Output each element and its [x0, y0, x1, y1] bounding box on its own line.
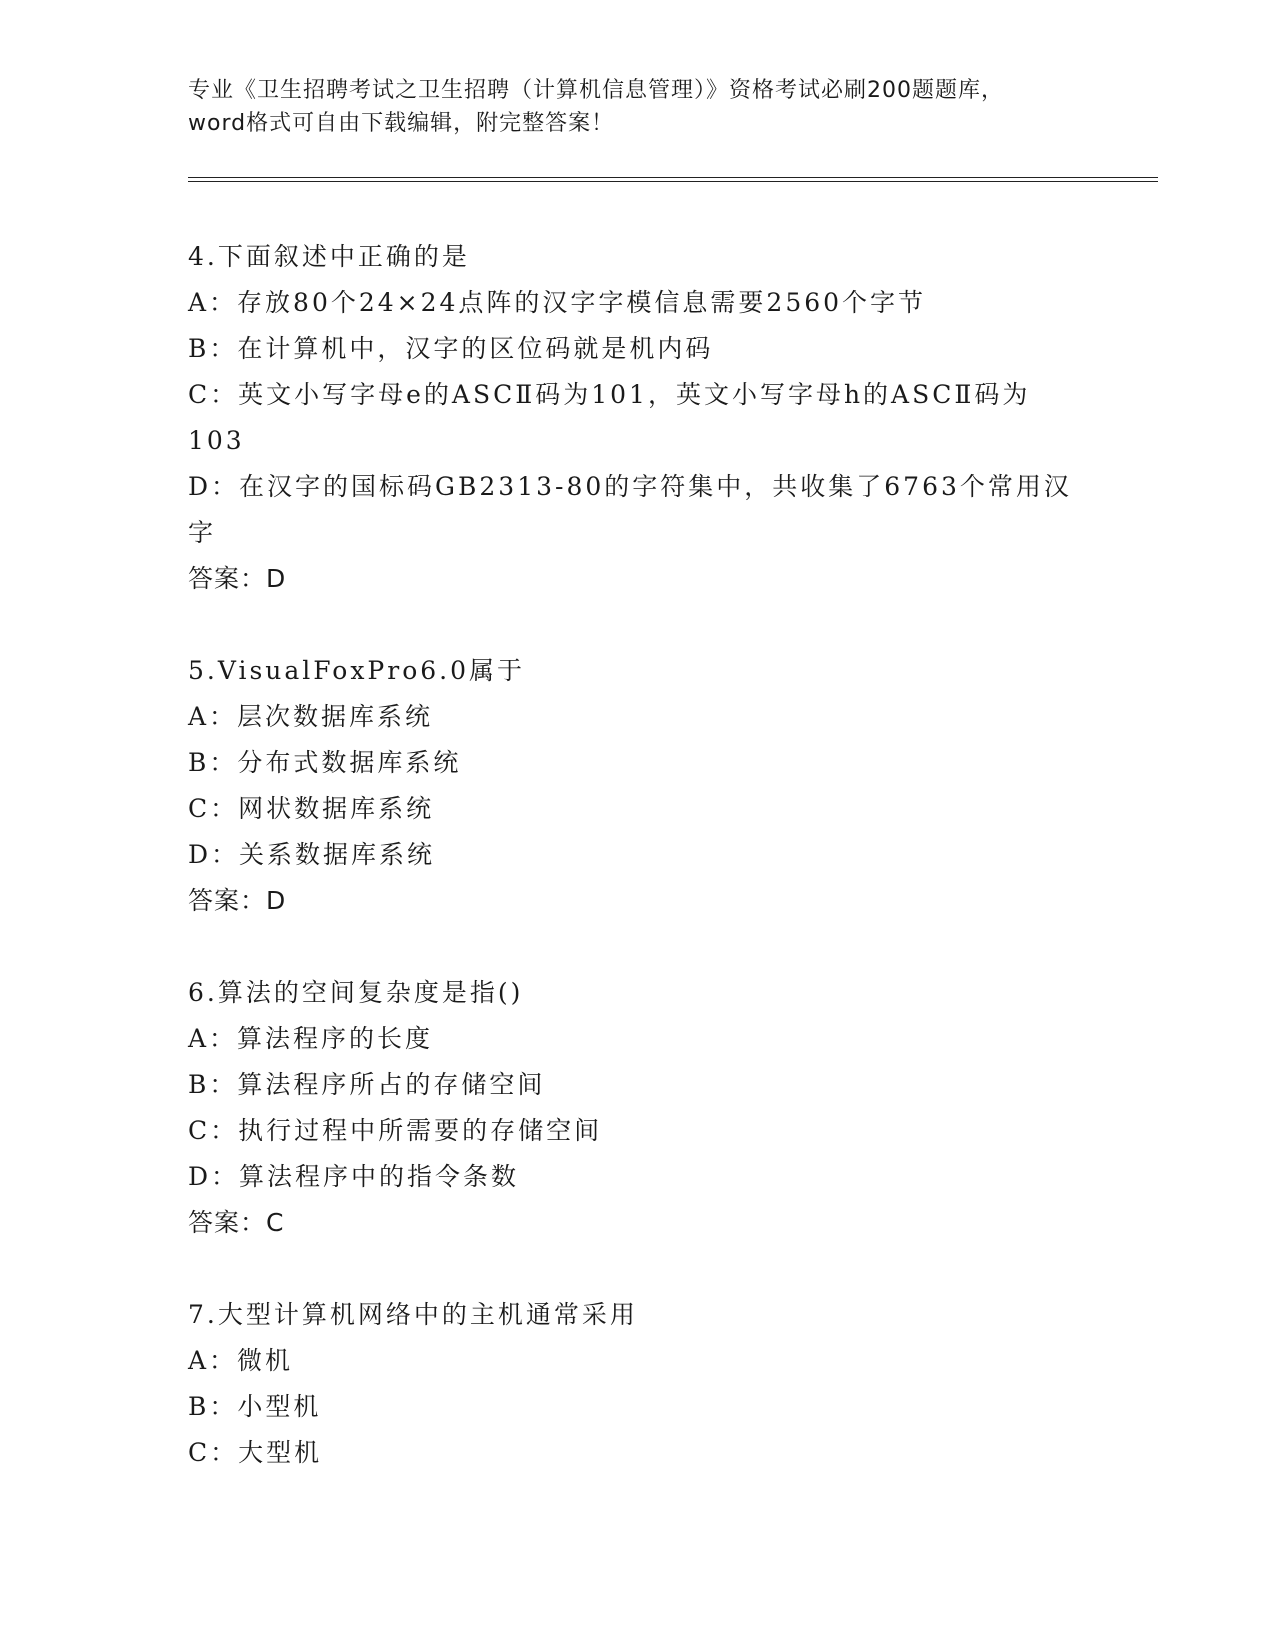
question-5: [188, 648, 1088, 924]
header-line-2: word格式可自由下载编辑，附完整答案！: [188, 111, 615, 136]
question-7: [188, 1292, 1088, 1476]
option-d: D：关系数据库系统: [188, 840, 436, 869]
document-header: [188, 74, 1088, 140]
question-4: [188, 234, 1088, 602]
header-divider-bottom: [188, 181, 1158, 182]
option-b: B：分布式数据库系统: [188, 748, 462, 777]
option-a: A：微机: [188, 1346, 294, 1375]
question-stem: 6.算法的空间复杂度是指(): [188, 978, 524, 1007]
answer-label: 答案：D: [188, 564, 287, 593]
option-c: C：网状数据库系统: [188, 794, 435, 823]
option-b: B：算法程序所占的存储空间: [188, 1070, 546, 1099]
option-c-continued: 103: [188, 426, 245, 455]
option-a: A：算法程序的长度: [188, 1024, 434, 1053]
option-d-continued: 字: [188, 518, 217, 547]
option-b: B：在计算机中，汉字的区位码就是机内码: [188, 334, 714, 363]
header-line-1: 专业《卫生招聘考试之卫生招聘（计算机信息管理）》资格考试必刷200题题库，: [188, 78, 1004, 103]
question-6: [188, 970, 1088, 1246]
answer-label: 答案：C: [188, 1208, 285, 1237]
option-b: B：小型机: [188, 1392, 322, 1421]
question-stem: 7.大型计算机网络中的主机通常采用: [188, 1300, 638, 1329]
question-stem: 4.下面叙述中正确的是: [188, 242, 470, 271]
option-a: A：存放80个24×24点阵的汉字字模信息需要2560个字节: [188, 288, 927, 317]
answer-label: 答案：D: [188, 886, 287, 915]
question-stem: 5.VisualFoxPro6.0属于: [188, 656, 526, 685]
option-c: C：大型机: [188, 1438, 323, 1467]
option-d: D：在汉字的国标码GB2313-80的字符集中，共收集了6763个常用汉: [188, 472, 1072, 501]
header-divider-top: [188, 177, 1158, 178]
option-a: A：层次数据库系统: [188, 702, 434, 731]
option-c: C：执行过程中所需要的存储空间: [188, 1116, 603, 1145]
question-list: [188, 234, 1088, 1522]
option-d: D：算法程序中的指令条数: [188, 1162, 520, 1191]
option-c: C：英文小写字母e的ASCⅡ码为101，英文小写字母h的ASCⅡ码为: [188, 380, 1031, 409]
